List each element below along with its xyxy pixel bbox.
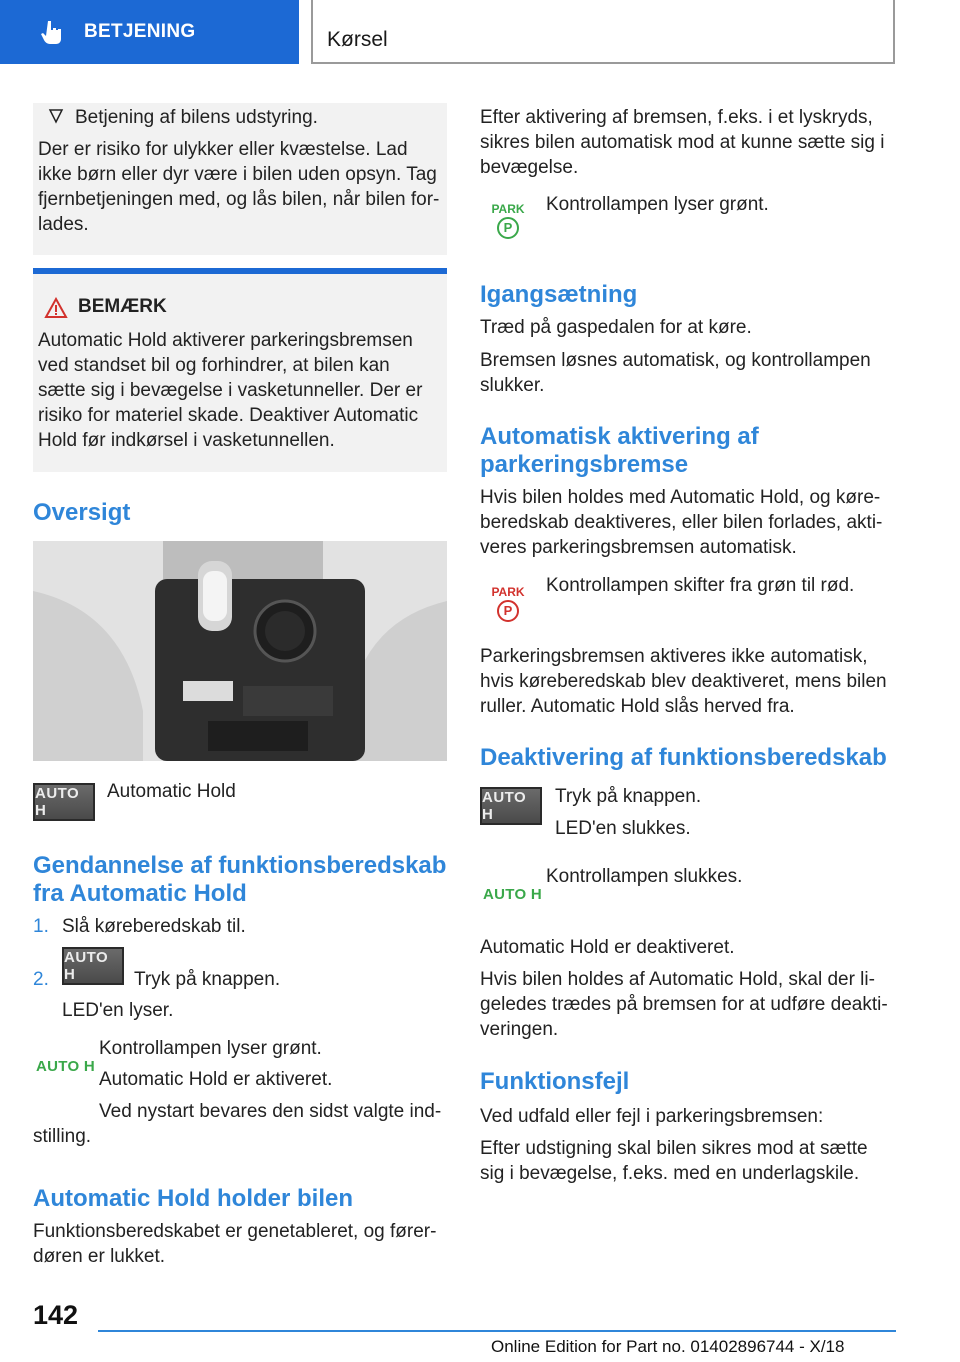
chapter-tab[interactable]: [0, 0, 299, 64]
console-photo: [33, 541, 447, 761]
activated-text: Automatic Hold er aktiveret.: [99, 1069, 333, 1090]
auto-h-caption: Automatic Hold: [107, 781, 236, 802]
restart-text: Ved nystart bevares den sidst valgte ind-stilling.: [33, 1101, 442, 1147]
step1-number: 1.: [33, 916, 49, 937]
start-text-1: Træd på gaspedalen for at køre.: [480, 317, 752, 338]
heading-fault: Funktionsfejl: [480, 1068, 630, 1095]
chapter-tab-label: BETJENING: [84, 21, 196, 42]
lamp-green-text-right: Kontrollampen lyser grønt.: [546, 194, 769, 215]
step2-text: Tryk på knappen.: [134, 969, 281, 990]
footer-divider: [98, 1330, 896, 1332]
warning-bullet: Betjening af bilens udstyring.: [75, 107, 318, 128]
park-green-indicator-icon: PARK P: [488, 202, 528, 239]
note-title: BEMÆRK: [78, 296, 167, 317]
auto-h-button-icon: AUTO H: [480, 787, 542, 825]
heading-holds: Automatic Hold holder bilen: [33, 1185, 354, 1212]
heading-overview: Oversigt: [33, 499, 131, 526]
lamp-green-text: Kontrollampen lyser grønt.: [99, 1038, 322, 1059]
warning-triangle-icon: [44, 297, 68, 324]
fault-text-1: Ved udfald eller fejl i parkeringsbremsen:: [480, 1106, 824, 1127]
auto-h-green-indicator-icon: AUTO H: [483, 886, 543, 903]
warning-text: Der er risiko for ulykker eller kvæstelse. Lad ikke børn eller dyr være i bilen uden opsyn. Tag fjernbetjeningen med, og lås bilen, når bilen for-lades.: [38, 139, 440, 235]
step2-number: 2.: [33, 969, 49, 990]
heading-restore: Gendannelse af funktionsberedskab fra Automatic Hold: [33, 852, 447, 907]
park-not-text: Parkeringsbremsen aktiveres ikke automatisk, hvis køreberedskab blev deaktiveret, mens bilen ruller. Automatic Hold slås herved fra.: [480, 646, 887, 717]
park-red-indicator-icon: PARK P: [488, 585, 528, 622]
press-text: Tryk på knappen.: [555, 786, 702, 807]
auto-h-green-indicator-icon: AUTO H: [36, 1058, 96, 1075]
lamp-change-text: Kontrollampen skifter fra grøn til rød.: [546, 575, 855, 596]
page-number: 142: [33, 1300, 79, 1330]
auto-h-button-icon: AUTO H: [62, 947, 124, 985]
step1-text: Slå køreberedskab til.: [62, 916, 246, 937]
holds-text: Funktionsberedskabet er genetableret, og fører-døren er lukket.: [33, 1221, 437, 1267]
section-header: [311, 0, 895, 64]
led-off-text: LED'en slukkes.: [555, 818, 691, 839]
triangle-bullet-icon: [48, 105, 68, 130]
note-text: Automatic Hold aktiverer parkeringsbremsen ved standset bil og forhindrer, at bilen kan sætte sig i bevægelse i vasketunneller. Der er risiko for materiel skade. Deaktiver Automatic Hold før indkørsel i vasketunnellen.: [38, 330, 423, 451]
start-text-2: Bremsen løsnes automatisk, og kontrollampen slukker.: [480, 350, 871, 396]
section-title: Kørsel: [327, 28, 388, 51]
heading-start: Igangsætning: [480, 281, 638, 308]
auto-park-text: Hvis bilen holdes med Automatic Hold, og køre-beredskab deaktiveres, eller bilen forlades, akti-veres parkeringsbremsen automatisk.: [480, 487, 883, 558]
heading-deactivate: Deaktivering af funktionsberedskab: [480, 744, 887, 771]
auto-h-button-icon: AUTO H: [33, 783, 95, 821]
lamp-off-text: Kontrollampen slukkes.: [546, 866, 743, 887]
fault-text-2: Efter udstigning skal bilen sikres mod at sætte sig i bevægelse, f.eks. med en underlagskile.: [480, 1138, 868, 1184]
edition-text: Online Edition for Part no. 01402896744 - X/18: [491, 1337, 845, 1356]
led-on-text: LED'en lyser.: [62, 1000, 174, 1021]
deactivate-text: Hvis bilen holdes af Automatic Hold, skal der li-geledes trædes på bremsen for at udføre deakti-veringen.: [480, 969, 888, 1040]
hand-pointer-icon: [40, 19, 66, 45]
deactivated-text: Automatic Hold er deaktiveret.: [480, 937, 735, 958]
heading-auto-park: Automatisk aktivering af parkeringsbremse: [480, 423, 759, 478]
after-brake-text: Efter aktivering af bremsen, f.eks. i et lyskryds, sikres bilen automatisk mod at kunne sætte sig i bevægelse.: [480, 107, 885, 178]
